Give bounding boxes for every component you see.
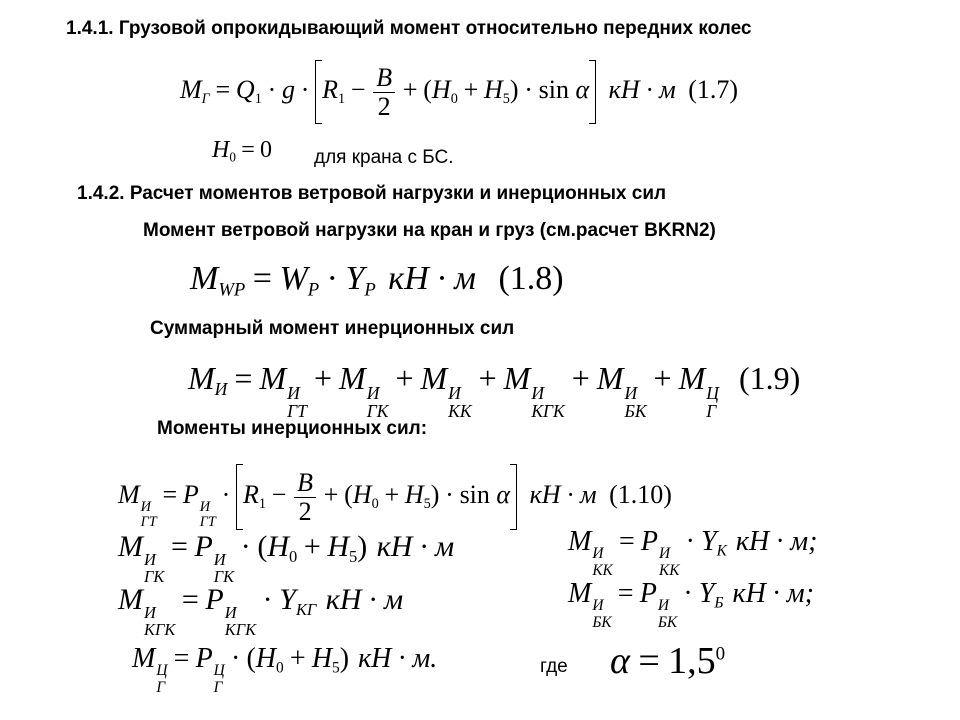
unit-gc: кН · м. [358,643,438,674]
inertia-sum-heading: Суммарный момент инерционных сил [150,318,515,339]
unit-kk: кН · м; [735,526,818,557]
unit-kgk: кН · м [325,583,404,616]
unit-1-7: кН · м [608,74,676,104]
equation-number-1-8: (1.8) [498,260,564,297]
unit-gk: кН · м [376,530,455,563]
where-label: где [540,656,568,677]
equation-1-8: $M_{WP} = W_P \cdot Y_P$ кН · м (1.8) [190,260,564,301]
equation-m-kk: M И КК = P И КК · $Y_К$ кН · м; [568,526,818,579]
equation-1-9: $M_И = M$ И ГТ + M И ГК + M И КК + M И КГК + M И БК + M Ц Г (1.9) [188,360,801,422]
equation-1-10: M И ГТ = P И ГТ · $R_1$ − $\frac{B}{2}$ + $(H_0 + H_5) \cdot \sin \alpha$ кН · м (1.10) [118,464,672,530]
section-heading-1-4-2: 1.4.2. Расчет моментов ветровой нагрузки и инерционных сил [77,183,667,204]
equation-m-bk: M И БК = P И БК · $Y_Б$ кН · м; [568,578,814,631]
wind-moment-heading: Момент ветровой нагрузки на кран и груз (см.расчет BKRN2) [143,220,716,241]
equation-m-kgk: M И КГК = P И КГК · $Y_{КГ}$ кН · м [118,583,404,640]
equation-1-7: $M_Г = Q_1 \cdot g \cdot R_1$ − $\frac{B}{2}$ + $(H_0 + H_5) \cdot \sin \alpha$ кН · м (1.7) [180,60,738,124]
section-heading-1-4-1: 1.4.1. Грузовой опрокидывающий момент относительно передних колес [66,18,752,39]
unit-1-10: кН · м [529,479,597,509]
equation-number-1-10: (1.10) [609,479,672,509]
equation-m-gc: M Ц Г = P Ц Г · $(H_0 + H_5)$ кН · м. [132,643,438,696]
h0-condition: $H_0 = 0$ [212,137,273,165]
equation-number-1-9: (1.9) [739,360,801,396]
equation-m-gk: M И ГК = P И ГК · $(H_0 + H_5)$ кН · м [118,530,455,587]
alpha-value: $\alpha = 1,5^0$ [610,640,726,682]
note-bs-crane: для крана с БС. [314,147,454,168]
inertia-moments-heading: Моменты инерционных сил: [157,418,428,439]
unit-1-8: кН · м [388,260,476,297]
unit-bk: кН · м; [732,578,814,609]
equation-number-1-7: (1.7) [688,74,739,104]
